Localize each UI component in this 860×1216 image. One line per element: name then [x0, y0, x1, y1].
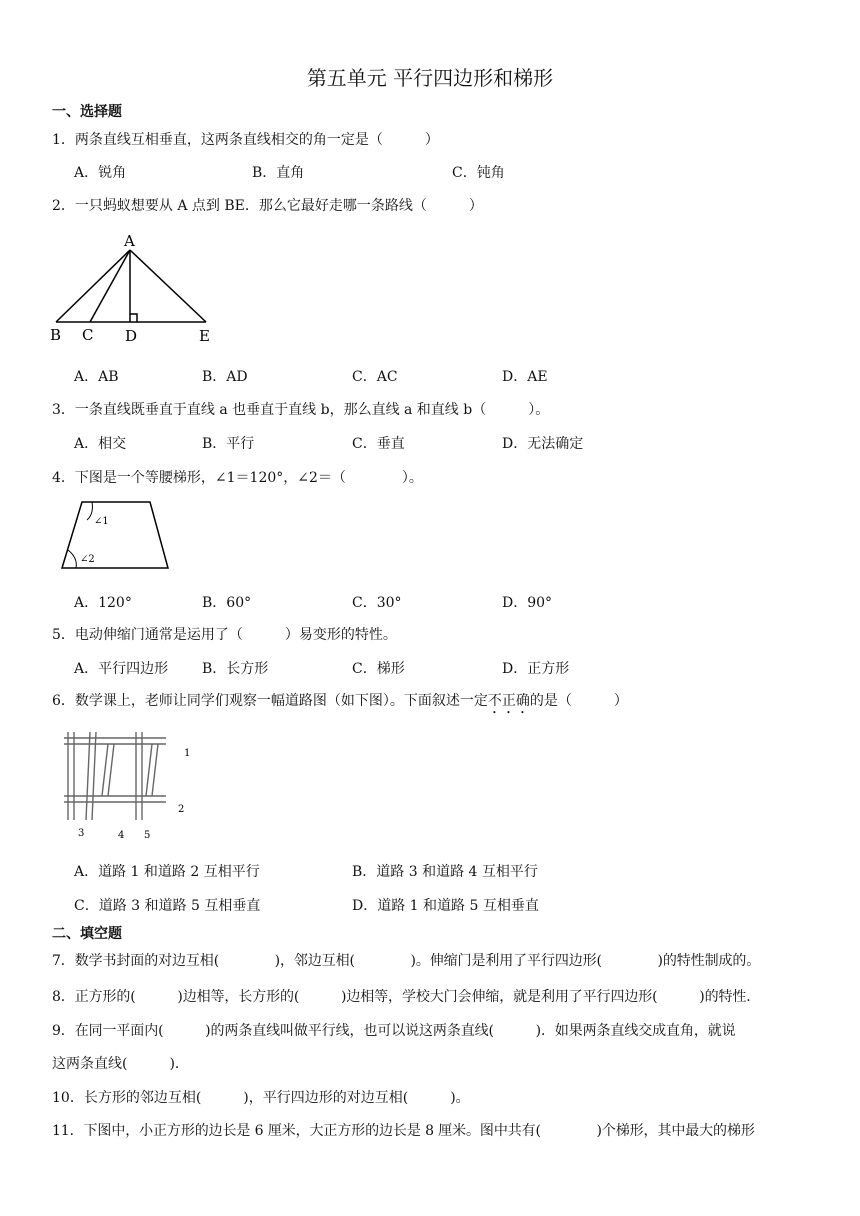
q2-option-a: A．AB [74, 369, 119, 385]
page-title: 第五单元 平行四边形和梯形 [306, 66, 554, 90]
q6-text-end: 的是（ ） [529, 693, 628, 709]
question-3: 3．一条直线既垂直于直线 a 也垂直于直线 b，那么直线 a 和直线 b（ ）。 [52, 402, 550, 418]
q4-option-c: C．30° [352, 595, 402, 611]
q6-option-d: D．道路 1 和道路 5 互相垂直 [352, 898, 539, 914]
trapezoid-figure [58, 498, 172, 572]
q4-option-a: A．120° [74, 595, 132, 611]
q6-option-a: A．道路 1 和道路 2 互相平行 [74, 864, 260, 880]
q3-option-a: A．相交 [74, 436, 127, 452]
q5-option-c: C．梯形 [352, 661, 405, 677]
q5-option-d: D．正方形 [502, 661, 570, 677]
q5-option-b: B．长方形 [202, 661, 269, 677]
question-6 [52, 690, 628, 717]
question-1: 1．两条直线互相垂直，这两条直线相交的角一定是（ ） [52, 132, 439, 148]
label-c: C [82, 326, 94, 344]
question-8: 8．正方形的( )边相等，长方形的( )边相等，学校大门会伸缩，就是利用了平行四边形( )的特性． [52, 989, 761, 1005]
q1-option-c: C．钝角 [452, 165, 505, 181]
road-label-1: 1 [184, 748, 191, 759]
q6-text-start: 6．数学课上，老师让同学们观察一幅道路图（如下图）。下面叙述一定 [52, 693, 488, 709]
section-heading-choice: 一、选择题 [52, 104, 122, 120]
label-b: B [50, 326, 62, 344]
label-d: D [125, 327, 138, 345]
question-9: 9．在同一平面内( )的两条直线叫做平行线，也可以说这两条直线( )．如果两条直线交成直角，就说 [52, 1023, 736, 1039]
triangle-figure [46, 228, 226, 348]
question-5: 5．电动伸缩门通常是运用了（ ）易变形的特性。 [52, 627, 397, 643]
label-a: A [124, 232, 135, 250]
q2-option-c: C．AC [352, 369, 398, 385]
question-7: 7．数学书封面的对边互相( )，邻边互相( )。伸缩门是利用了平行四边形( )的特性制成的。 [52, 953, 761, 969]
road-label-4: 4 [118, 830, 125, 841]
q2-option-d: D．AE [502, 369, 548, 385]
road-label-3: 3 [78, 828, 85, 839]
q1-option-a: A．锐角 [74, 165, 127, 181]
question-11: 11．下图中，小正方形的边长是 6 厘米，大正方形的边长是 8 厘米。图中共有( )个梯形，其中最大的梯形 [52, 1123, 755, 1139]
label-e: E [199, 327, 210, 345]
q5-option-a: A．平行四边形 [74, 661, 169, 677]
question-2: 2．一只蚂蚁想要从 A 点到 BE．那么它最好走哪一条路线（ ） [52, 198, 483, 214]
road-label-5: 5 [144, 830, 151, 841]
question-10: 10．长方形的邻边互相( )，平行四边形的对边互相( )。 [52, 1090, 470, 1106]
q1-option-b: B．直角 [252, 165, 305, 181]
angle-1-label: ∠1 [94, 516, 109, 527]
road-map-figure [60, 728, 200, 844]
q3-option-c: C．垂直 [352, 436, 405, 452]
question-4: 4．下图是一个等腰梯形，∠1＝120°，∠2＝（ ）。 [52, 470, 423, 486]
question-9-continued: 这两条直线( )． [52, 1056, 189, 1072]
q6-option-c: C．道路 3 和道路 5 互相垂直 [74, 898, 261, 914]
q6-option-b: B．道路 3 和道路 4 互相平行 [352, 864, 538, 880]
road-label-2: 2 [178, 804, 185, 815]
q6-emphasis: 不正确 [487, 693, 530, 709]
q3-option-d: D．无法确定 [502, 436, 584, 452]
section-heading-fill: 二、填空题 [52, 926, 122, 942]
q4-option-d: D．90° [502, 595, 553, 611]
angle-2-label: ∠2 [80, 554, 95, 565]
q4-option-b: B．60° [202, 595, 252, 611]
q3-option-b: B．平行 [202, 436, 255, 452]
q2-option-b: B．AD [202, 369, 248, 385]
